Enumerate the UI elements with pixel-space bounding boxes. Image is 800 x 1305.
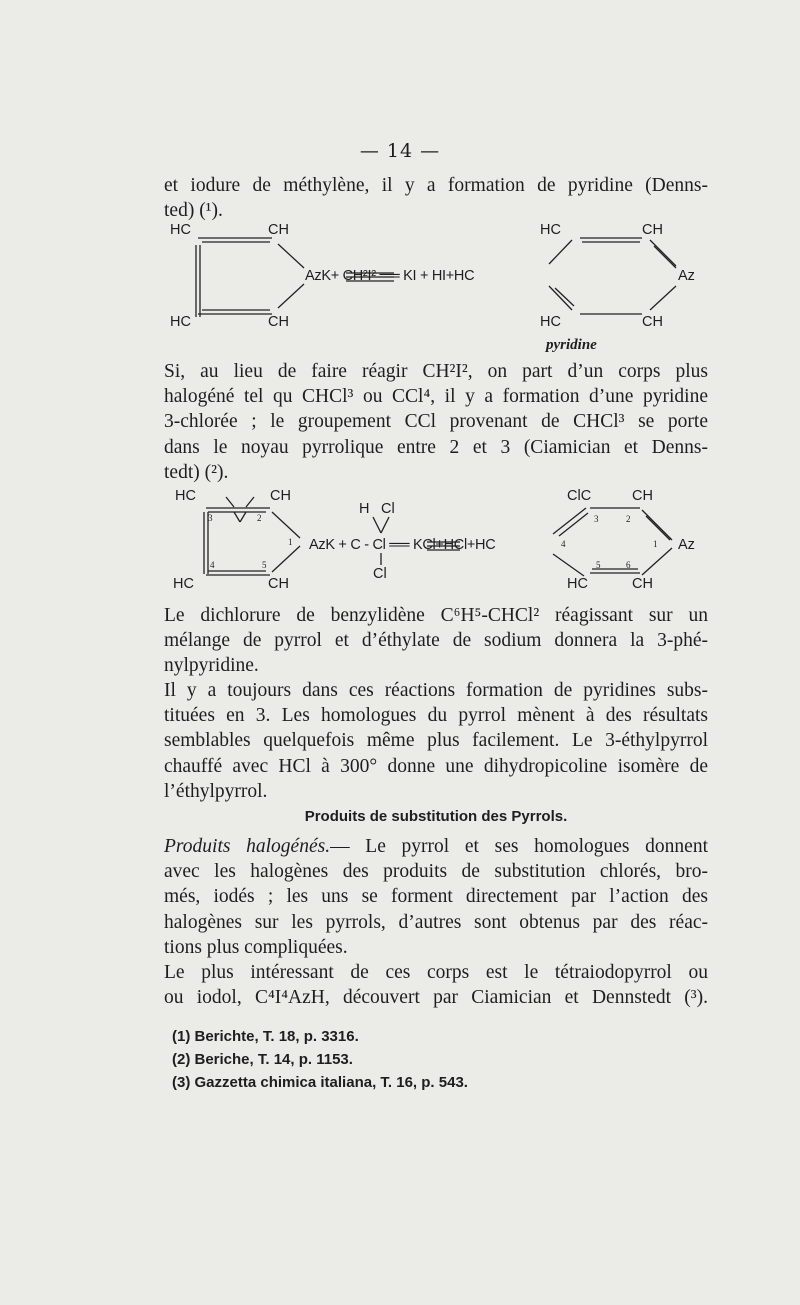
atom-label: HC <box>540 222 561 238</box>
text-line: semblables quelquefois même plus facilement. Le 3-éthylpyrrol <box>164 730 708 752</box>
text-line: et iodure de méthylène, il y a formation de pyridine (Denns- <box>164 175 708 196</box>
text-line: Le dichlorure de benzylidène C⁶H⁵-CHCl² réagissant sur un <box>164 605 708 626</box>
text-line: tituées en 3. Les homologues du pyrrol mènent à des résultats <box>164 705 708 727</box>
text-line: halogéné tel qu CHCl³ ou CCl⁴, il y a formation d’une pyridine <box>164 386 708 408</box>
text-line: mélange de pyrrol et d’éthylate de sodium donnera la 3-phé- <box>164 630 708 652</box>
text-line: chauffé avec HCl à 300° donne une dihydropicoline isomère de <box>164 755 708 777</box>
text-line: Il y a toujours dans ces réactions formation de pyridines subs- <box>164 680 708 701</box>
atom-label: CH <box>270 488 291 504</box>
structure-caption: pyridine <box>546 337 597 353</box>
atom-label: Cl <box>381 501 395 517</box>
atom-label: H <box>359 501 370 517</box>
text-line: ted) (¹). <box>164 200 223 222</box>
atom-label: HC <box>173 576 194 592</box>
reaction-equation: AzK+ CH²I² ══ KI + HI+HC <box>305 268 475 284</box>
paragraph-5 <box>164 834 708 960</box>
reaction-equation: AzK + C - Cl ══ KCl+HCl+HC <box>309 537 496 553</box>
text-line: Produits halogénés.— Le pyrrol et ses homologues donnent <box>164 836 708 857</box>
text-line: Si, au lieu de faire réagir CH²I², on part d’un corps plus <box>164 361 708 382</box>
atom-label: Az <box>678 268 695 284</box>
atom-label: CH <box>632 576 653 592</box>
atom-label: Cl <box>373 566 387 582</box>
text-line: l’éthylpyrrol. <box>164 780 268 802</box>
text-line: Le plus intéressant de ces corps est le tétraiodopyrrol ou <box>164 962 708 983</box>
footnote-1: (1) Berichte, T. 18, p. 3316. <box>172 1028 359 1045</box>
ring-position-number: 5 <box>262 560 267 570</box>
ring-position-number: 4 <box>210 560 215 570</box>
text-line: avec les halogènes des produits de substitution chlorés, bro- <box>164 861 708 883</box>
page-number: — 14 — <box>359 140 441 162</box>
atom-label: HC <box>170 222 191 238</box>
atom-label: CH <box>268 314 289 330</box>
atom-label: CH <box>642 314 663 330</box>
footnote-2: (2) Beriche, T. 14, p. 1153. <box>172 1051 353 1068</box>
ring-position-number: 4 <box>561 539 566 549</box>
text-line: halogènes sur les pyrrols, d’autres sont obtenus par des réac- <box>164 911 708 933</box>
atom-label: HC <box>567 576 588 592</box>
atom-label: CH <box>268 576 289 592</box>
paragraph-3 <box>164 603 708 679</box>
text-line: tions plus compliquées. <box>164 936 348 958</box>
ring-position-number: 5 <box>596 560 601 570</box>
ring-position-number: 2 <box>257 513 262 523</box>
atom-label: HC <box>175 488 196 504</box>
atom-label: HC <box>170 314 191 330</box>
section-heading: Produits de substitution des Pyrrols. <box>304 808 568 825</box>
ring-position-number: 3 <box>208 513 213 523</box>
text-line: ou iodol, C⁴I⁴AzH, découvert par Ciamician et Dennstedt (³). <box>164 987 708 1009</box>
text-line: més, iodés ; les uns se forment directement par l’action des <box>164 886 708 908</box>
atom-label: ClC <box>567 488 592 504</box>
paragraph-4 <box>164 678 708 804</box>
atom-label: Az <box>678 537 695 553</box>
ring-position-number: 6 <box>626 560 631 570</box>
atom-label: CH <box>632 488 653 504</box>
ring-position-number: 3 <box>594 514 599 524</box>
ring-position-number: 1 <box>288 537 293 547</box>
text-line: dans le noyau pyrrolique entre 2 et 3 (Ciamician et Denns- <box>164 436 708 458</box>
italic-lead: Produits halogénés. <box>164 836 331 857</box>
text-line: tedt) (²). <box>164 461 229 483</box>
atom-label: HC <box>540 314 561 330</box>
text-line: 3-chlorée ; le groupement CCl provenant de CHCl³ se porte <box>164 411 708 433</box>
ring-position-number: 2 <box>626 514 631 524</box>
atom-label: CH <box>642 222 663 238</box>
paragraph-6 <box>164 960 708 1010</box>
ring-position-number: 1 <box>653 539 658 549</box>
footnote-3: (3) Gazzetta chimica italiana, T. 16, p. 543. <box>172 1074 468 1091</box>
atom-label: CH <box>268 222 289 238</box>
text-line: nylpyridine. <box>164 655 259 677</box>
